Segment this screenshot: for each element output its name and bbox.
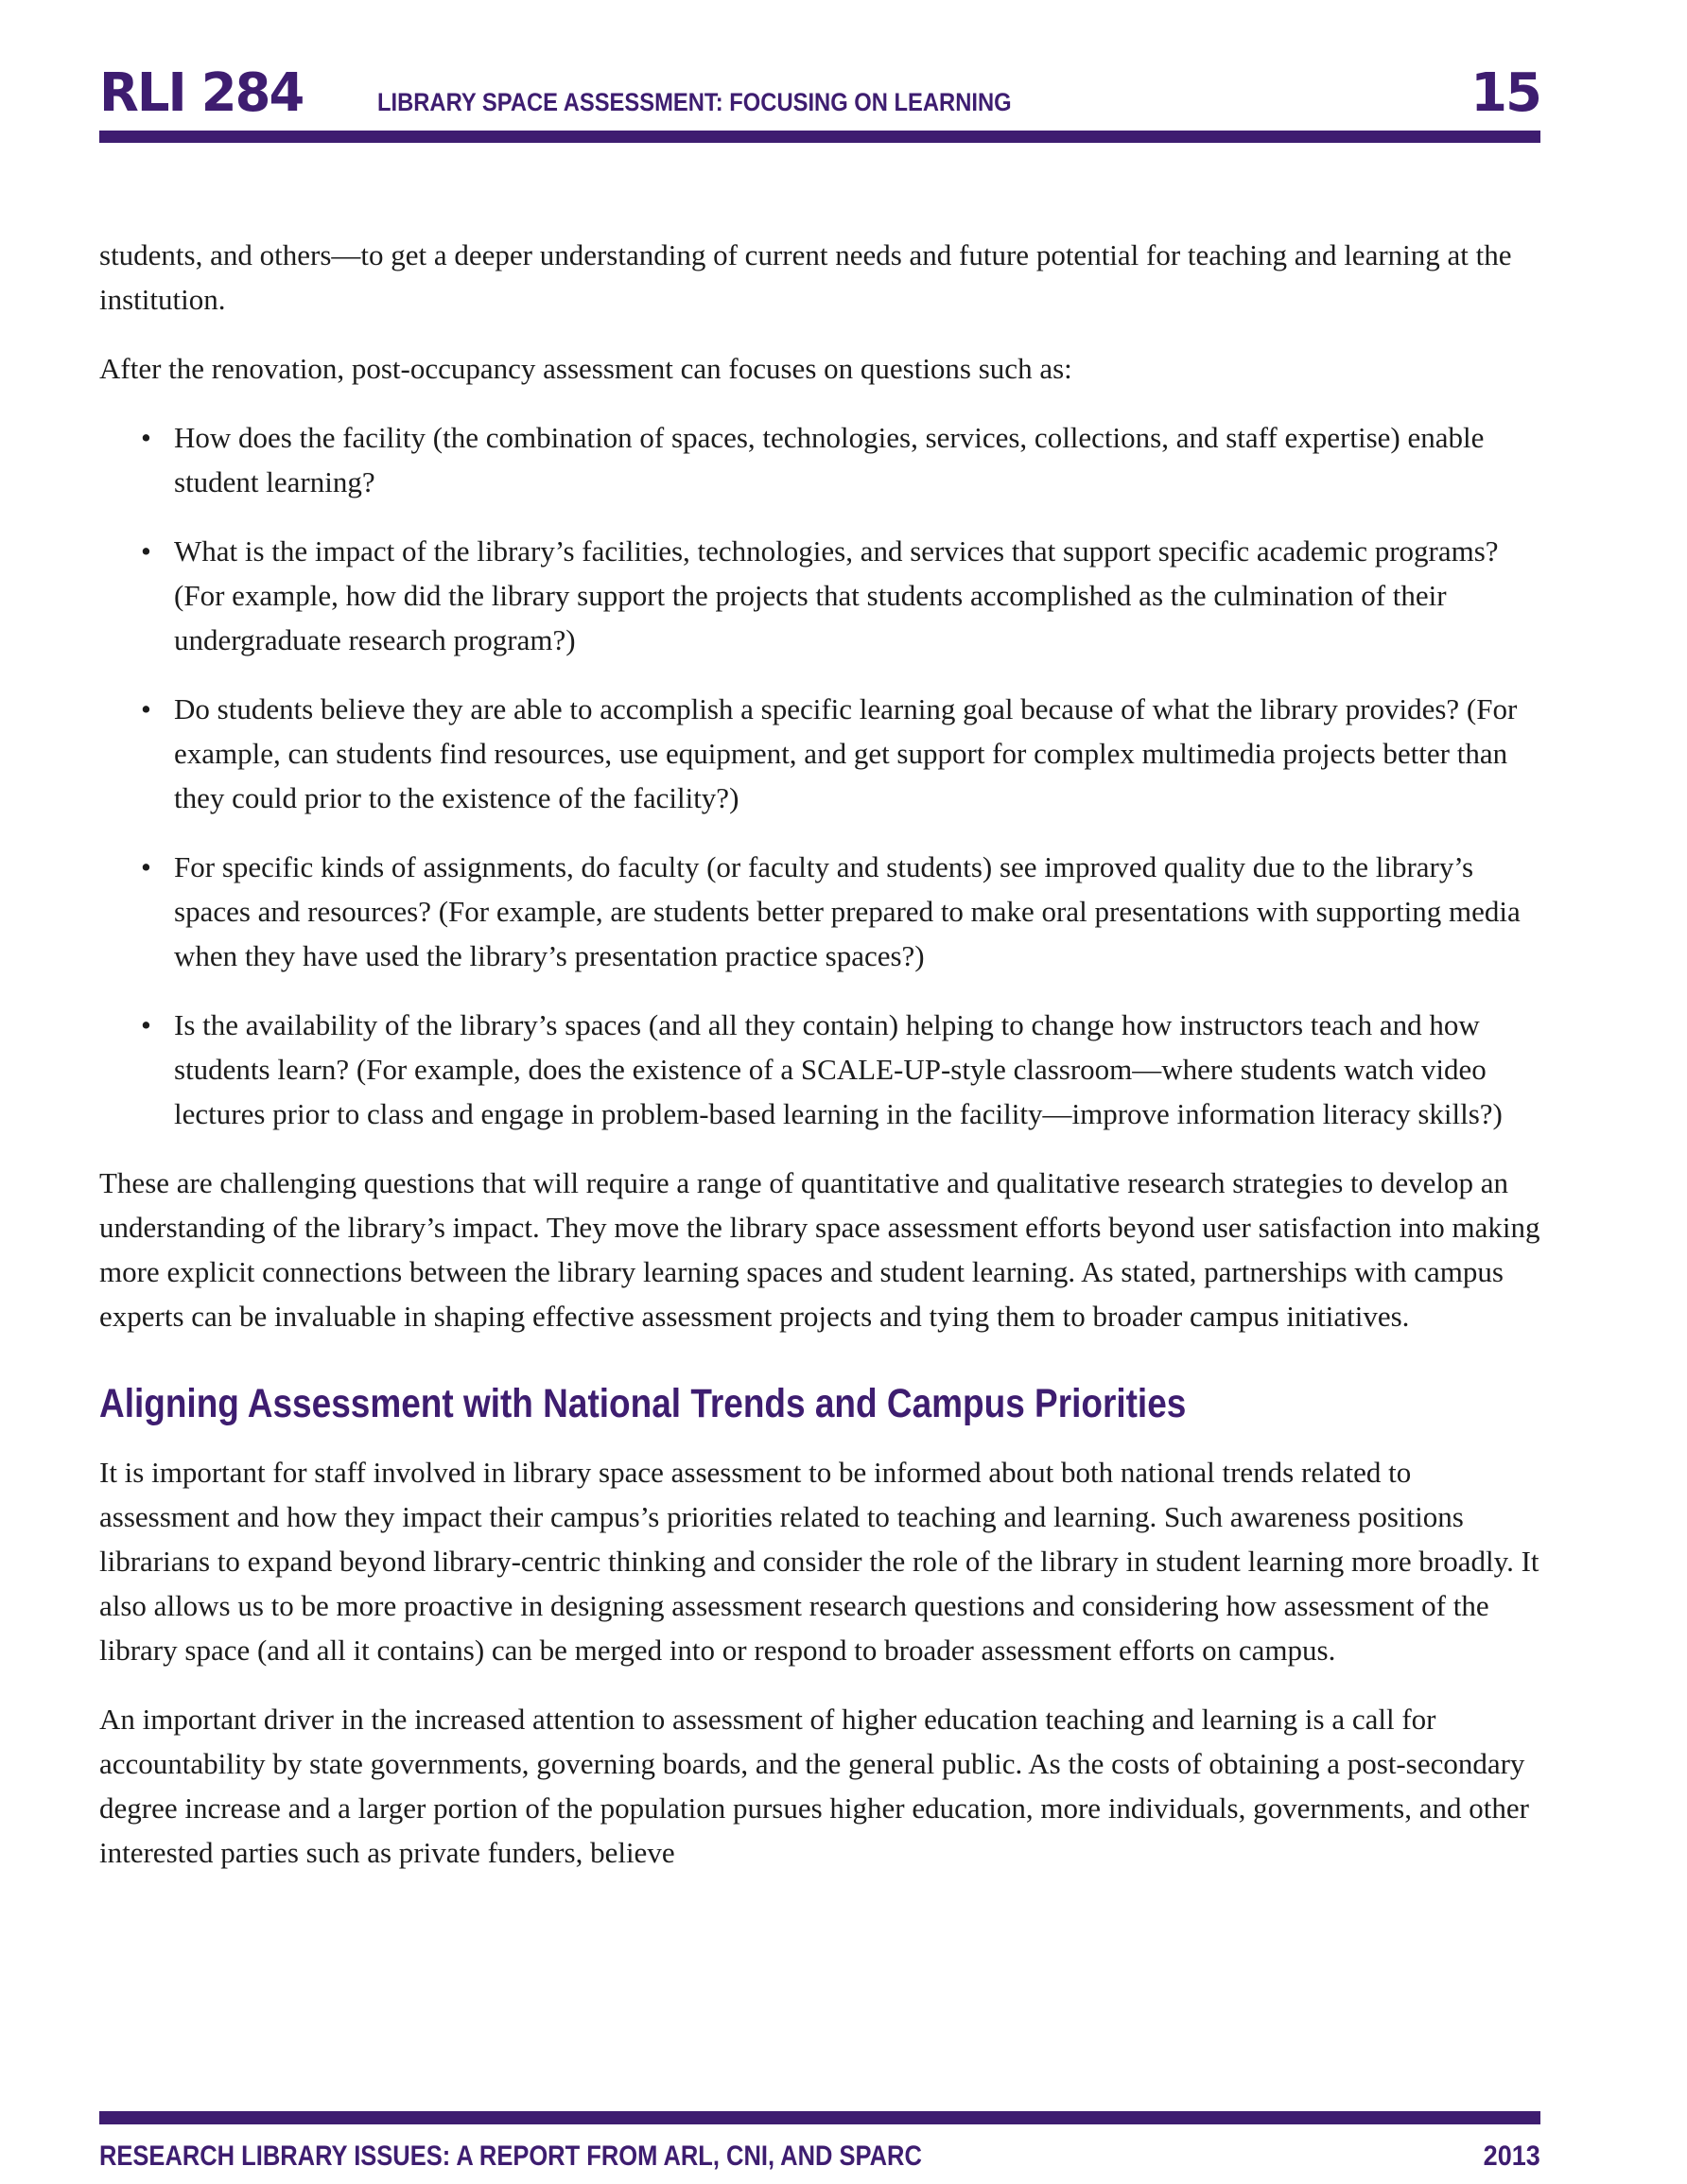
footer-rule bbox=[99, 2111, 1540, 2124]
page-header bbox=[99, 62, 1540, 143]
publication-logo: RLI 284 bbox=[99, 62, 304, 124]
footer-title: RESEARCH LIBRARY ISSUES: A REPORT FROM ARL, CNI, AND SPARC bbox=[99, 2140, 922, 2172]
paragraph-national-trends: It is important for staff involved in library space assessment to be informed about both national trends related to assessment and how they impact their campus’s priorities related to teaching and learning. Such awareness positions librarians to expand beyond library-centric thinking and consider the role of the library in student learning more broadly. It also allows us to be more proactive in designing assessment research questions and considering how assessment of the library space (and all it contains) can be merged into or respond to broader assessment efforts on campus. bbox=[99, 1456, 1539, 1667]
paragraph-intro: students, and others—to get a deeper understanding of current needs and future potential for teaching and learning at the institution. bbox=[99, 238, 1512, 316]
header-rule bbox=[99, 131, 1540, 143]
running-title: LIBRARY SPACE ASSESSMENT: FOCUSING ON LEARNING bbox=[377, 88, 1012, 116]
page-footer bbox=[99, 2111, 1540, 2184]
header-row bbox=[99, 62, 1540, 124]
list-item: • Do students believe they are able to accomplish a specific learning goal because of what the library provides? (For example, can students find resources, use equipment, and get support for complex multimedia projects better than they could prior to the existence of the facility?) bbox=[174, 687, 1540, 820]
list-item: • What is the impact of the library’s facilities, technologies, and services that support specific academic programs? (For example, how did the library support the projects that students accomplished as the culmination of their undergraduate research program?) bbox=[174, 529, 1540, 662]
list-item: • For specific kinds of assignments, do faculty (or faculty and students) see improved quality due to the library’s spaces and resources? (For example, are students better prepared to make oral presentations with supporting media when they have used the library’s presentation practice spaces?) bbox=[174, 845, 1540, 978]
list-item: • Is the availability of the library’s spaces (and all they contain) helping to change how instructors teach and how students learn? (For example, does the existence of a SCALE-UP-style classroom—where students watch video lectures prior to class and engage in problem-based learning in the facility—improve information literacy skills?) bbox=[174, 1003, 1540, 1136]
paragraph-driver: An important driver in the increased attention to assessment of higher education teaching and learning is a call for accountability by state governments, governing boards, and the general public. As the costs of obtaining a post-secondary degree increase and a larger portion of the population pursues higher education, more individuals, governments, and other interested parties such as private funders, believe bbox=[99, 1703, 1529, 1869]
section-heading: Aligning Assessment with National Trends and Campus Priorities bbox=[99, 1381, 1187, 1426]
question-list bbox=[99, 415, 1540, 1136]
paragraph-questions-lead: After the renovation, post-occupancy assessment can focuses on questions such as: bbox=[99, 352, 1072, 385]
footer-row bbox=[99, 2140, 1540, 2184]
paragraph-challenging: These are challenging questions that will require a range of quantitative and qualitative research strategies to develop an understanding of the library’s impact. They move the library space assessment efforts beyond user satisfaction into making more explicit connections between the library learning spaces and student learning. As stated, partnerships with campus experts can be invaluable in shaping effective assessment projects and tying them to broader campus initiatives. bbox=[99, 1166, 1540, 1333]
page-body bbox=[99, 233, 1540, 1875]
list-item: • How does the facility (the combination of spaces, technologies, services, collections, and staff expertise) enable student learning? bbox=[174, 415, 1540, 504]
page-number: 15 bbox=[1470, 62, 1540, 124]
footer-year: 2013 bbox=[1483, 2140, 1540, 2172]
